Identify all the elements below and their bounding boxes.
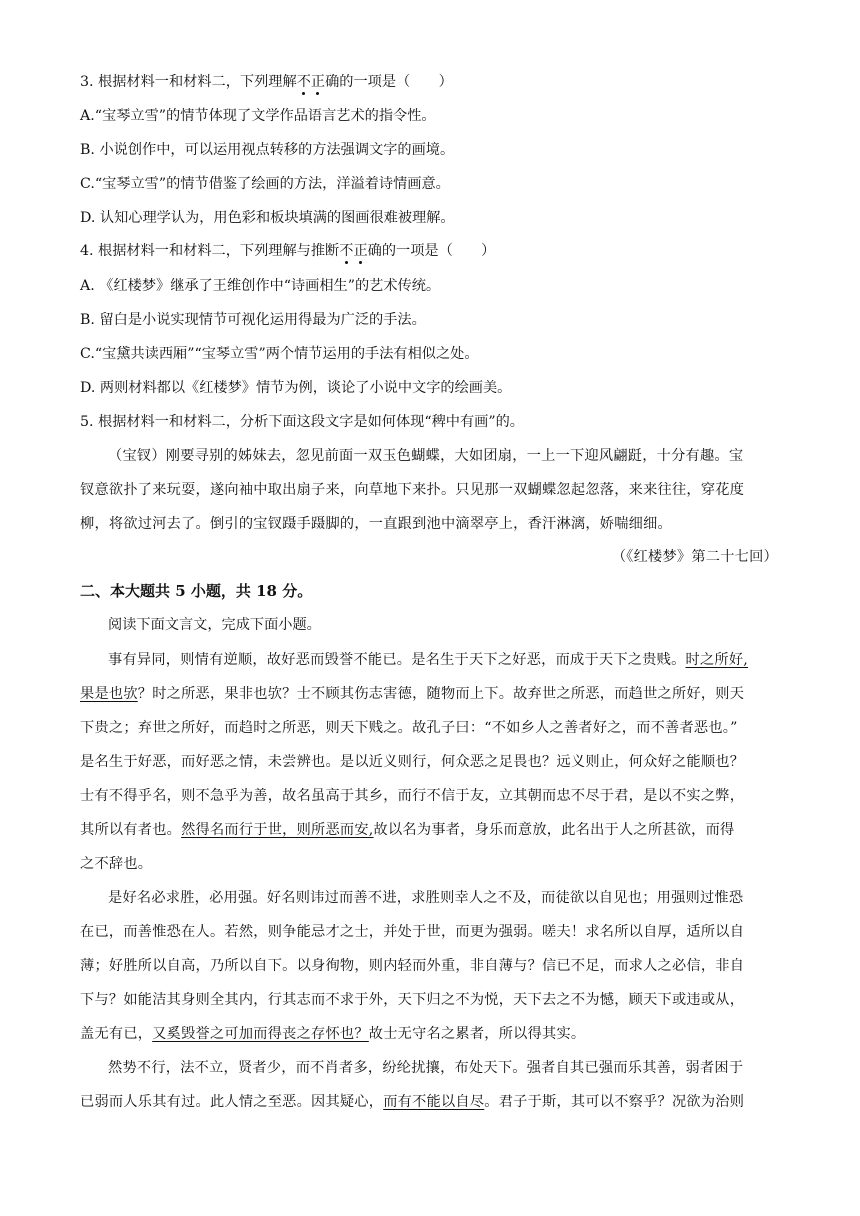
- passage-line: 下贵之；弃世之所好，而趋时之所恶，则天下贱之。故孔子曰：“不如乡人之善者好之，而不善者恶也。”: [80, 720, 738, 736]
- passage-line: 是名生于好恶，而好恶之情，未尝辨也。是以近义则行，何众恶之足畏也？远义则止，何众好之能顺也？: [80, 754, 745, 770]
- passage-line: 盖无有已，又奚毁誉之可加而得丧之存怀也？故士无守名之累者，所以得其实。: [80, 1026, 586, 1042]
- passage-line: 下与？如能洁其身则全其内，行其志而不求于外，天下归之不为悦，天下去之不为憾，顾天下或违或从，: [80, 992, 745, 1008]
- q4-option-c: C.“宝黛共读西厢”“宝琴立雪”两个情节运用的手法有相似之处。: [80, 346, 479, 362]
- q3-option-b: B. 小说创作中，可以运用视点转移的方法强调文字的画境。: [80, 142, 455, 158]
- underlined-phrase: 果是也欤: [80, 686, 138, 702]
- q4-option-a: A. 《红楼梦》继承了王维创作中“诗画相生”的艺术传统。: [80, 278, 441, 294]
- emphasis-dot-char: 不: [296, 74, 311, 90]
- passage-line: 之不辞也。: [80, 856, 153, 872]
- underlined-phrase: 时之所好,: [685, 652, 749, 668]
- passage-line: 然势不行，法不立，贤者少，而不肖者多，纷纶扰攘，布处天下。强者自其已强而乐其善，弱者困于: [108, 1060, 744, 1076]
- q3-stem: 3. 根据材料一和材料二，下列理解不正确的一项是（ ）: [80, 74, 453, 90]
- passage-line: 在已，而善惟恐在人。若然，则争能忌才之士，并处于世，而更为强弱。嗟夫！求名所以自厚，适所以自: [80, 924, 745, 940]
- underlined-phrase: 又奚毁誉之可加而得丧之存怀也？: [152, 1026, 369, 1042]
- q3-option-c: C.“宝琴立雪”的情节借鉴了绘画的方法，洋溢着诗情画意。: [80, 176, 450, 192]
- q5-excerpt-line: 钗意欲扑了来玩耍，遂向袖中取出扇子来，向草地下来扑。只见那一双蝴蝶忽起忽落，来来往往，穿花度: [80, 482, 745, 498]
- passage-line: 其所以有者也。然得名而行于世，则所恶而安,故以名为事者，身乐而意放，此名出于人之所甚欲，而得: [80, 822, 735, 838]
- section-intro: 阅读下面文言文，完成下面小题。: [108, 617, 321, 633]
- passage-line: 是好名必求胜，必用强。好名则讳过而善不进，求胜则幸人之不及，而徒欲以自见也；用强则过惟恐: [108, 890, 744, 906]
- passage-line: 士有不得乎名，则不急乎为善，故名虽高于其乡，而行不信于友，立其朝而忠不尽于君，是以不实之弊，: [80, 788, 745, 804]
- passage-line: 事有异同，则情有逆顺，故好恶而毁誉不能已。是名生于天下之好恶，而成于天下之贵贱。时之所好,: [108, 652, 749, 668]
- underlined-phrase: 而有不能以自尽: [383, 1094, 485, 1110]
- q4-option-d: D. 两则材料都以《红楼梦》情节为例，谈论了小说中文字的绘画美。: [80, 380, 512, 396]
- q5-excerpt-line: 柳，将欲过河去了。倒引的宝钗蹑手蹑脚的，一直跟到池中滴翠亭上，香汗淋漓，娇喘细细。: [80, 516, 672, 532]
- underlined-phrase: 然得名而行于世，则所恶而安,: [181, 822, 374, 838]
- q5-source: （《红楼梦》第二十七回）: [611, 549, 778, 565]
- passage-line: 已弱而人乐其有过。此人情之至恶。因其疑心，而有不能以自尽。君子于斯，其可以不察乎？况欲为治则: [80, 1094, 745, 1110]
- passage-line: 果是也欤？时之所恶，果非也欤？士不顾其伤志害德，随物而上下。故弃世之所恶，而趋世之所好，则天: [80, 686, 745, 702]
- emphasis-dot-char: 正: [353, 243, 368, 259]
- emphasis-dot-char: 不: [339, 243, 354, 259]
- section-heading: 二、本大题共 5 小题，共 18 分。: [80, 582, 313, 600]
- q3-option-a: A.“宝琴立雪”的情节体现了文学作品语言艺术的指令性。: [80, 108, 436, 124]
- q5-excerpt-line: （宝钗）刚要寻别的姊妹去，忽见前面一双玉色蝴蝶，大如团扇，一上一下迎风翩跹，十分有趣。宝: [108, 448, 744, 464]
- passage-line: 薄；好胜所以自高，乃所以自下。以身徇物，则内轻而外重，非自薄与？信已不足，而求人之必信，非自: [80, 958, 745, 974]
- emphasis-dot-char: 正: [310, 74, 326, 90]
- q5-stem: 5. 根据材料一和材料二，分析下面这段文字是如何体现“稗中有画”的。: [80, 414, 524, 430]
- q3-option-d: D. 认知心理学认为，用色彩和板块填满的图画很难被理解。: [80, 210, 455, 226]
- q4-stem: 4. 根据材料一和材料二，下列理解与推断不正确的一项是（ ）: [80, 243, 496, 259]
- q4-option-b: B. 留白是小说实现情节可视化运用得最为广泛的手法。: [80, 312, 426, 328]
